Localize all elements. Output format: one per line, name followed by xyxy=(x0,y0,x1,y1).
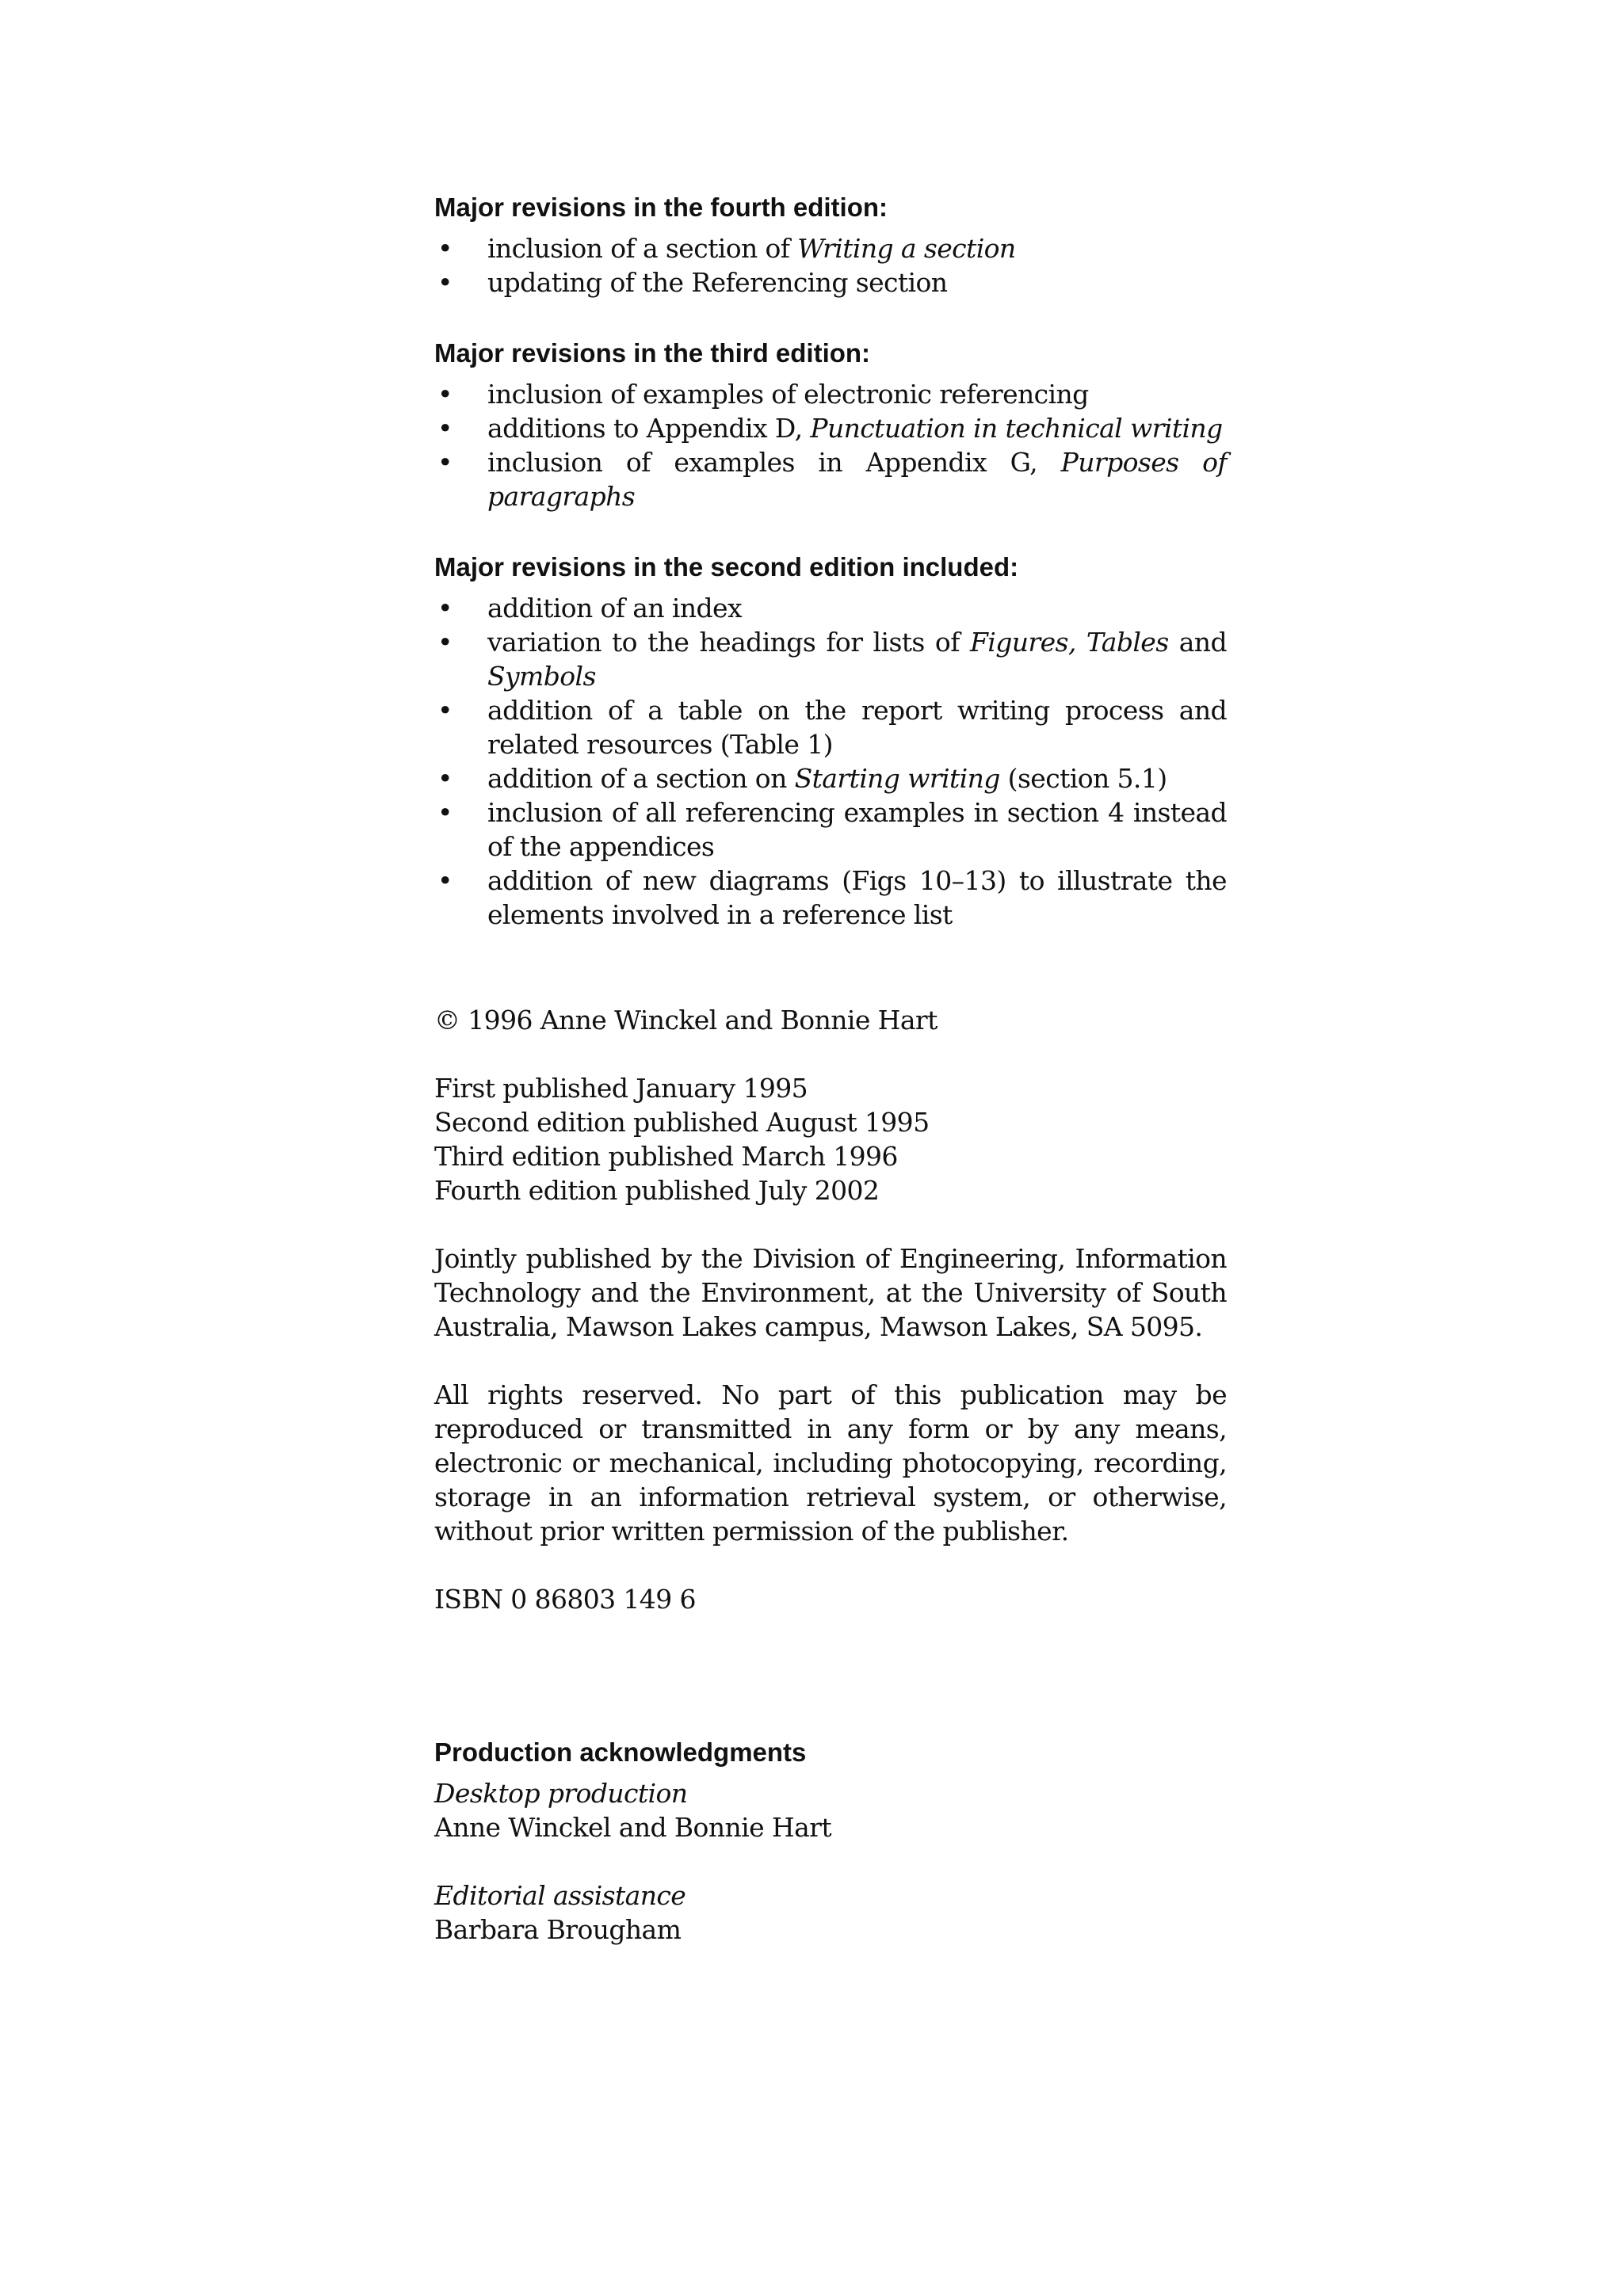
list-item: • inclusion of a section of Writing a section xyxy=(434,231,1227,265)
publisher-note: Jointly published by the Division of Engineering, Information Technology and the Environment, at the University of South Australia, Mawson Lakes campus, Mawson Lakes, SA 5095. xyxy=(434,1243,1227,1342)
desktop-production-label: Desktop production xyxy=(434,1778,688,1809)
history-line: First published January 1995 xyxy=(434,1073,808,1104)
list-item: • additions to Appendix D, Punctuation in technical writing xyxy=(434,411,1227,445)
list-item: • addition of a section on Starting writing (section 5.1) xyxy=(434,761,1227,795)
desktop-production-names: Anne Winckel and Bonnie Hart xyxy=(434,1812,831,1843)
history-line: Fourth edition published July 2002 xyxy=(434,1175,880,1206)
list-item: • inclusion of examples in Appendix G, Purposes of paragraphs xyxy=(434,445,1227,513)
second-edition-heading: Major revisions in the second edition included: xyxy=(434,552,1019,582)
list-item: • updating of the Referencing section xyxy=(434,265,1227,299)
isbn: ISBN 0 86803 149 6 xyxy=(434,1584,696,1615)
fourth-edition-heading: Major revisions in the fourth edition: xyxy=(434,193,888,222)
copyright-line: © 1996 Anne Winckel and Bonnie Hart xyxy=(434,1005,938,1035)
acknowledgments-heading: Production acknowledgments xyxy=(434,1737,807,1767)
third-edition-list xyxy=(434,377,1227,513)
third-edition-heading: Major revisions in the third edition: xyxy=(434,338,871,368)
list-item: • inclusion of examples of electronic referencing xyxy=(434,377,1227,411)
list-item: • addition of new diagrams (Figs 10–13) to illustrate the elements involved in a reference list xyxy=(434,864,1227,932)
editorial-assistance-names: Barbara Brougham xyxy=(434,1914,682,1945)
fourth-edition-list xyxy=(434,231,1227,299)
second-edition-list xyxy=(434,591,1227,932)
list-item: • inclusion of all referencing examples in section 4 instead of the appendices xyxy=(434,795,1227,864)
list-item: • addition of a table on the report writing process and related resources (Table 1) xyxy=(434,693,1227,761)
history-line: Second edition published August 1995 xyxy=(434,1107,930,1138)
rights-statement: All rights reserved. No part of this publication may be reproduced or transmitted in any form or by any means, electronic or mechanical, including photocopying, recording, storage in an information retrieval system, or otherwise, without prior written permission of the publisher. xyxy=(434,1379,1227,1547)
history-line: Third edition published March 1996 xyxy=(434,1141,898,1172)
editorial-assistance-label: Editorial assistance xyxy=(434,1880,686,1911)
publication-history xyxy=(434,1071,1227,1207)
list-item: • addition of an index xyxy=(434,591,1227,625)
list-item: • variation to the headings for lists of Figures, Tables and Symbols xyxy=(434,625,1227,693)
document-page xyxy=(434,190,1227,1947)
